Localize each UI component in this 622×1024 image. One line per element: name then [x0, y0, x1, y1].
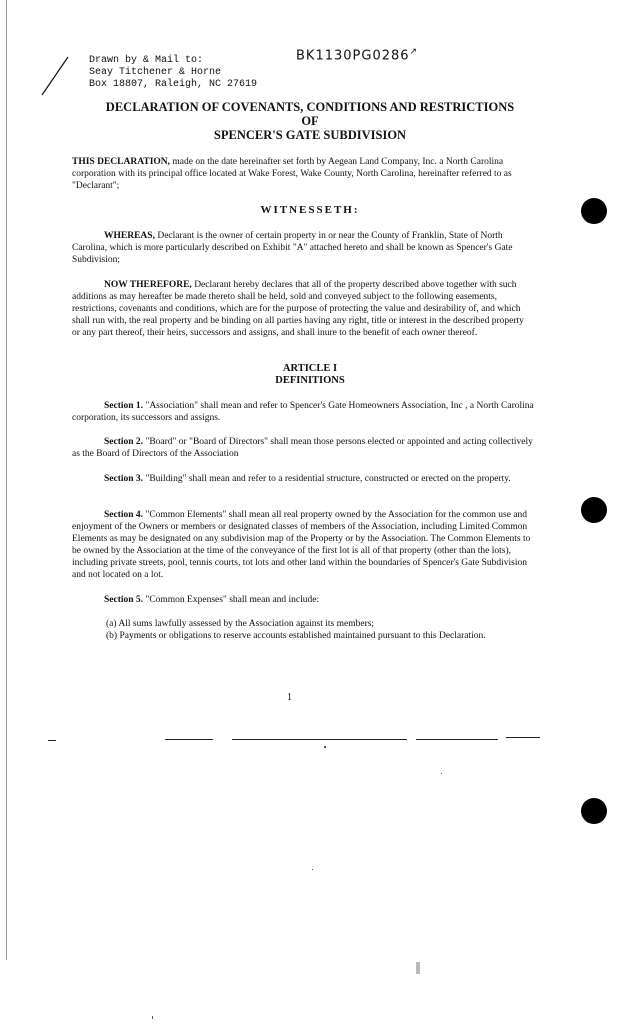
- now-therefore-lead: NOW THEREFORE,: [104, 280, 192, 290]
- section-5: [72, 594, 534, 606]
- section-label: Section 3.: [104, 474, 144, 484]
- scan-rule: [416, 739, 498, 740]
- article-heading: [60, 363, 560, 387]
- title-line-3: SPENCER'S GATE SUBDIVISION: [213, 128, 407, 142]
- pen-mark: [40, 55, 70, 97]
- section-label: Section 4.: [104, 510, 144, 520]
- section-text: "Board" or "Board of Directors" shall mean those persons elected or appointed and acting collectively as the Board of Directors of the Association: [72, 437, 533, 459]
- page-number: 1: [287, 692, 292, 703]
- scan-speck: [152, 1016, 153, 1019]
- book-page-reference: BK1130PG0286↗: [296, 47, 419, 64]
- section-1: [72, 400, 534, 424]
- expense-list: [106, 618, 546, 642]
- witnesseth-heading: WITNESSETH:: [260, 204, 360, 216]
- section-2: [72, 436, 534, 460]
- scan-edge-line: [6, 0, 7, 960]
- article-title: ARTICLE I: [282, 363, 338, 374]
- now-therefore-paragraph: [72, 279, 534, 339]
- list-item: (a) All sums lawfully assessed by the Association against its members;: [106, 619, 375, 629]
- return-address: [89, 55, 257, 91]
- whereas-lead: WHEREAS,: [104, 231, 155, 241]
- scan-speck: [324, 746, 326, 748]
- whereas-paragraph: [72, 230, 534, 266]
- section-label: Section 2.: [104, 437, 144, 447]
- section-label: Section 1.: [104, 401, 144, 411]
- address-line: Seay Titchener & Horne: [89, 67, 222, 78]
- section-text: "Association" shall mean and refer to Spencer's Gate Homeowners Association, Inc , a North Carolina corporation, its successors and assigns.: [72, 401, 534, 423]
- section-4: [72, 509, 534, 581]
- title-line-1: DECLARATION OF COVENANTS, CONDITIONS AND RESTRICTIONS: [105, 100, 515, 114]
- scan-speck: [441, 773, 442, 774]
- scan-rule: [232, 739, 407, 740]
- scan-rule: [165, 739, 213, 740]
- scan-rule: [506, 737, 540, 738]
- scan-rule: [48, 740, 56, 741]
- punch-hole: [581, 497, 607, 523]
- section-text: "Common Expenses" shall mean and include:: [143, 595, 320, 605]
- section-label: Section 5.: [104, 595, 144, 605]
- now-therefore-text: Declarant hereby declares that all of the property described above together with such additions as may hereafter be made thereto shall be held, sold and conveyed subject to the following easements, restrictions, covenants and conditions, which are for the purpose of protecting the value and desirability of, and which shall run with, the real property and be binding on all parties having any right, title or interest in the described property or any part thereof, their heirs, successors and assigns, and shall inure to the benefit of each owner thereof.: [72, 280, 524, 338]
- section-text: "Building" shall mean and refer to a residential structure, constructed or erected on the property.: [143, 474, 511, 484]
- whereas-text: Declarant is the owner of certain property in or near the County of Franklin, State of North Carolina, which is more particularly described on Exhibit "A" attached hereto and shall be known as Spencer's Gate Subdivision;: [72, 231, 513, 265]
- punch-hole: [581, 798, 607, 824]
- book-page-text: BK1130PG0286: [296, 48, 410, 64]
- title-line-2: OF: [301, 114, 319, 128]
- punch-hole: [581, 198, 607, 224]
- intro-paragraph: [72, 156, 534, 192]
- scan-speck: [312, 869, 313, 870]
- article-subtitle: DEFINITIONS: [275, 375, 345, 386]
- scan-speck: [416, 962, 420, 974]
- section-text: "Common Elements" shall mean all real property owned by the Association for the common use and enjoyment of the Owners or members or designated classes of members of the Association, including Limited Common Elements as may be designated on any subdivision map of the Property or by the Association. The Common Elements to be owned by the Association at the time of the conveyance of the first lot is all of that property (other than the lots), including private streets, pool, tennis courts, tot lots and other land within the boundaries of Spencer's Gate Subdivision and not located on a lot.: [72, 510, 531, 580]
- list-item: (b) Payments or obligations to reserve accounts established maintained pursuant to this Declaration.: [106, 631, 486, 641]
- section-3: [72, 473, 534, 485]
- intro-text: made on the date hereinafter set forth by Aegean Land Company, Inc. a North Carolina corporation with its principal office located at Wake Forest, Wake County, North Carolina, hereinafter referred to as "Declarant";: [72, 157, 512, 191]
- address-line: Box 18807, Raleigh, NC 27619: [89, 79, 258, 90]
- document-title: [60, 100, 560, 142]
- address-line: Drawn by & Mail to:: [89, 55, 204, 66]
- intro-lead: THIS DECLARATION,: [72, 157, 171, 167]
